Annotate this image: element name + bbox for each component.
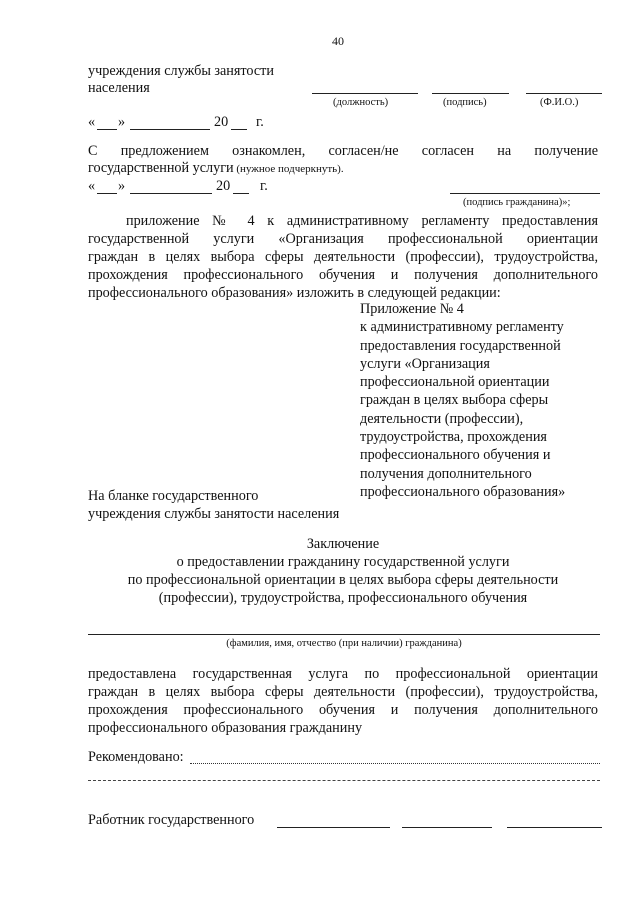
date-month-line-2	[130, 193, 212, 194]
appendix-line: профессиональной ориентации	[360, 374, 550, 391]
provided-line-4: профессионального образования гражданину	[88, 720, 363, 736]
org-line-2: населения	[88, 80, 150, 96]
blank-line-2: учреждения службы занятости населения	[88, 506, 340, 522]
conclusion-title: Заключение	[306, 536, 380, 552]
org-line-1: учреждения службы занятости	[88, 63, 274, 79]
date-day-line-2	[97, 193, 117, 194]
amendment-line-2: государственной услуги «Организация профессиональной ориентации	[88, 231, 598, 247]
blank-line-1: На бланке государственного	[88, 488, 259, 504]
label-position: (должность)	[333, 97, 389, 108]
date-day-line-1	[97, 129, 117, 130]
appendix-header	[360, 300, 565, 501]
date-year-line-2	[233, 193, 249, 194]
provided-line-2: граждан в целях выбора сферы деятельности (профессии), трудоустройства,	[88, 684, 598, 700]
date-open-1: «	[88, 114, 96, 130]
conclusion-line-1: о предоставлении гражданину государственной услуги	[176, 554, 510, 570]
worker-position-line	[277, 827, 390, 828]
conclusion-line-3: (профессии), трудоустройства, профессионального обучения	[158, 590, 528, 606]
date-month-line-1	[130, 129, 210, 130]
worker-label: Работник государственного	[88, 812, 255, 828]
fio-citizen-line	[88, 634, 600, 635]
date-year-line-1	[231, 129, 247, 130]
date-g-1: г.	[256, 114, 264, 130]
worker-fio-line	[507, 827, 602, 828]
amendment-line-3: граждан в целях выбора сферы деятельности (профессии), трудоустройства,	[88, 249, 598, 265]
signature-line	[432, 93, 509, 94]
appendix-line: к административному регламенту	[360, 319, 564, 336]
date-g-2: г.	[260, 178, 268, 194]
appendix-line: граждан в целях выбора сферы	[360, 392, 549, 409]
amendment-line-5: профессионального образования» изложить в следующей редакции:	[88, 285, 501, 301]
provided-line-3: прохождения профессионального обучения и получения дополнительного	[88, 702, 598, 718]
appendix-line: услуги «Организация	[360, 355, 490, 372]
consent-line-2	[88, 159, 344, 178]
consent-line-2-main: государственной услуги	[88, 160, 234, 176]
label-fio-citizen: (фамилия, имя, отчество (при наличии) гражданина)	[226, 638, 462, 649]
appendix-line: получения дополнительного	[360, 465, 532, 482]
date-year-1: 20	[214, 114, 229, 130]
date-year-2: 20	[216, 178, 231, 194]
consent-line-2-note: (нужное подчеркнуть).	[233, 163, 344, 175]
appendix-line: предоставления государственной	[360, 337, 561, 354]
conclusion-line-2: по профессиональной ориентации в целях выбора сферы деятельности	[127, 572, 559, 588]
appendix-line: трудоустройства, прохождения	[360, 429, 547, 446]
appendix-line: профессионального обучения и	[360, 447, 551, 464]
worker-signature-line	[402, 827, 492, 828]
label-citizen-sign: (подпись гражданина)»;	[463, 197, 571, 208]
date-close-2: »	[118, 178, 126, 194]
date-open-2: «	[88, 178, 96, 194]
amendment-line-4: прохождения профессионального обучения и получения дополнительного	[88, 267, 598, 283]
appendix-line: деятельности (профессии),	[360, 410, 524, 427]
label-signature: (подпись)	[443, 97, 487, 108]
date-close-1: »	[118, 114, 126, 130]
provided-line-1: предоставлена государственная услуга по профессиональной ориентации	[88, 666, 598, 682]
page-number: 40	[332, 34, 344, 48]
recommended-line-2	[88, 780, 600, 781]
appendix-line: Приложение № 4	[360, 301, 464, 317]
appendix-line: профессионального образования»	[360, 483, 566, 500]
fio-line	[526, 93, 602, 94]
recommended-label: Рекомендовано:	[88, 749, 184, 765]
consent-line-1: С предложением ознакомлен, согласен/не согласен на получение	[88, 143, 598, 159]
position-line	[312, 93, 418, 94]
amendment-line-1: приложение № 4 к административному регламенту предоставления	[126, 213, 598, 229]
label-fio: (Ф.И.О.)	[540, 97, 579, 108]
recommended-line-1	[190, 763, 600, 764]
citizen-sign-line	[450, 193, 600, 194]
